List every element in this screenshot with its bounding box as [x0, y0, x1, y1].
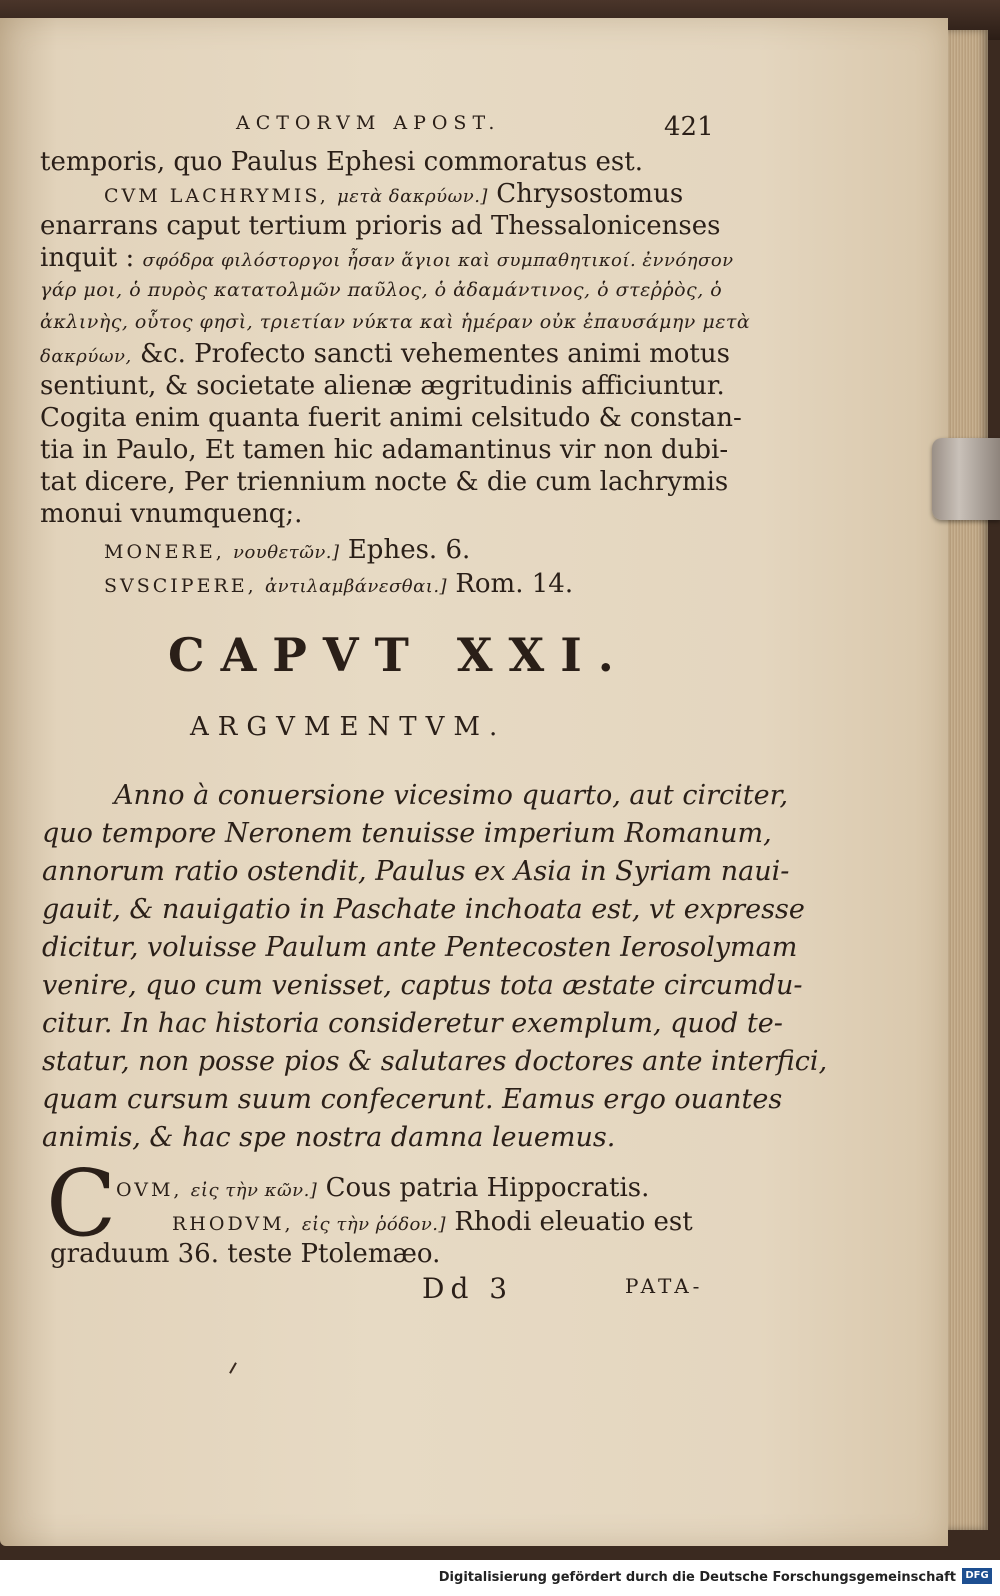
- lemma-head: CVM LACHRYMIS,: [104, 185, 329, 207]
- lemma-coum: [116, 1172, 649, 1207]
- lemma-head: SVSCIPERE,: [104, 575, 257, 597]
- greek-gloss: εἰς τὴν ῥόδον.]: [301, 1214, 447, 1235]
- text-line: tat dicere, Per triennium nocte & die cum lachrymis: [40, 467, 729, 497]
- greek-quote: σφόδρα φιλόστοργοι ἦσαν ἅγιοι καὶ συμπαθητικοί. ἐννόησον: [142, 250, 734, 271]
- drop-capital: C: [46, 1150, 117, 1257]
- profecto-line: [40, 338, 730, 373]
- page-edges: [948, 30, 988, 1530]
- argumentum-line: animis, & hac spe nostra damna leuemus.: [42, 1122, 616, 1153]
- lemma-text: Chrysostomus: [496, 179, 684, 209]
- funding-credit: Digitalisierung gefördert durch die Deutsche Forschungsgemeinschaft: [438, 1570, 956, 1585]
- text-line: graduum 36. teste Ptolemæo.: [50, 1239, 441, 1269]
- page-number: 421: [664, 112, 714, 142]
- text-line: monui vnumquenq;.: [40, 499, 303, 529]
- lemma-head: MONERE,: [104, 541, 225, 563]
- catchword: PATA-: [625, 1274, 704, 1298]
- inquit-label: inquit :: [40, 243, 135, 273]
- greek-gloss: δακρύων,: [40, 346, 132, 367]
- argumentum-line: citur. In hac historia consideretur exemplum, quod te-: [42, 1008, 783, 1039]
- text-line: temporis, quo Paulus Ephesi commoratus est.: [40, 147, 643, 177]
- argumentum-line: venire, quo cum venisset, captus tota æstate circumdu-: [42, 970, 803, 1001]
- lemma-text: Cous patria Hippocratis.: [325, 1173, 650, 1203]
- argumentum-line: quo tempore Neronem tenuisse imperium Romanum,: [42, 818, 772, 849]
- text-line: enarrans caput tertium prioris ad Thessalonicenses: [40, 211, 721, 241]
- lemma-suscipere: [104, 568, 573, 603]
- argumentum-heading: ARGVMENTVM.: [190, 712, 507, 742]
- text-line: sentiunt, & societate alienæ ægritudinis afficiuntur.: [40, 371, 725, 401]
- lemma-rhodum: [172, 1206, 693, 1241]
- page-clip: [932, 438, 1000, 520]
- lemma-head: RHODVM,: [172, 1213, 294, 1235]
- signature-mark: Dd 3: [422, 1272, 514, 1305]
- greek-gloss: εἰς τὴν κῶν.]: [190, 1180, 318, 1201]
- text-line: Cogita enim quanta fuerit animi celsitudo & constan-: [40, 403, 742, 433]
- lemma-cum-lachrymis: [104, 178, 683, 213]
- greek-gloss: νουθετῶν.]: [233, 542, 340, 563]
- text-line: tia in Paulo, Et tamen hic adamantinus vir non dubi-: [40, 435, 729, 465]
- footer-bar: [0, 1560, 1000, 1596]
- dfg-logo: DFG: [962, 1568, 992, 1584]
- lemma-text: Rhodi eleuatio est: [454, 1207, 693, 1237]
- lemma-reference: Rom. 14.: [455, 569, 574, 599]
- argumentum-line: annorum ratio ostendit, Paulus ex Asia in Syriam naui-: [42, 856, 790, 887]
- argumentum-line: gauit, & nauigatio in Paschate inchoata est, vt expresse: [42, 894, 805, 925]
- greek-gloss: μετὰ δακρύων.]: [337, 186, 488, 207]
- lemma-reference: Ephes. 6.: [347, 535, 471, 565]
- chapter-title: CAPVT XXI.: [168, 628, 630, 682]
- lemma-monere: [104, 534, 470, 569]
- inquit-line: [40, 242, 734, 277]
- greek-gloss: ἀντιλαμβάνεσθαι.]: [264, 576, 448, 597]
- lemma-head: OVM,: [116, 1179, 183, 1201]
- running-head: ACTORVM APOST.: [236, 112, 501, 134]
- argumentum-line: Anno à conuersione vicesimo quarto, aut circiter,: [114, 780, 789, 811]
- argumentum-line: dicitur, voluisse Paulum ante Pentecosten Ierosolymam: [42, 932, 798, 963]
- argumentum-line: quam cursum suum confecerunt. Eamus ergo ouantes: [42, 1084, 783, 1115]
- greek-line: ἀκλινὴς, οὗτος φησὶ, τριετίαν νύκτα καὶ ἡμέραν οὐκ ἐπαυσάμην μετὰ: [40, 311, 751, 333]
- text-segment: &c. Profecto sancti vehementes animi motus: [139, 339, 730, 369]
- argumentum-line: statur, non posse pios & salutares doctores ante interfici,: [42, 1046, 828, 1077]
- greek-line: γάρ μοι, ὁ πυρὸς κατατολμῶν παῦλος, ὁ ἀδαμάντινος, ὁ στεῤῥὸς, ὁ: [40, 279, 723, 301]
